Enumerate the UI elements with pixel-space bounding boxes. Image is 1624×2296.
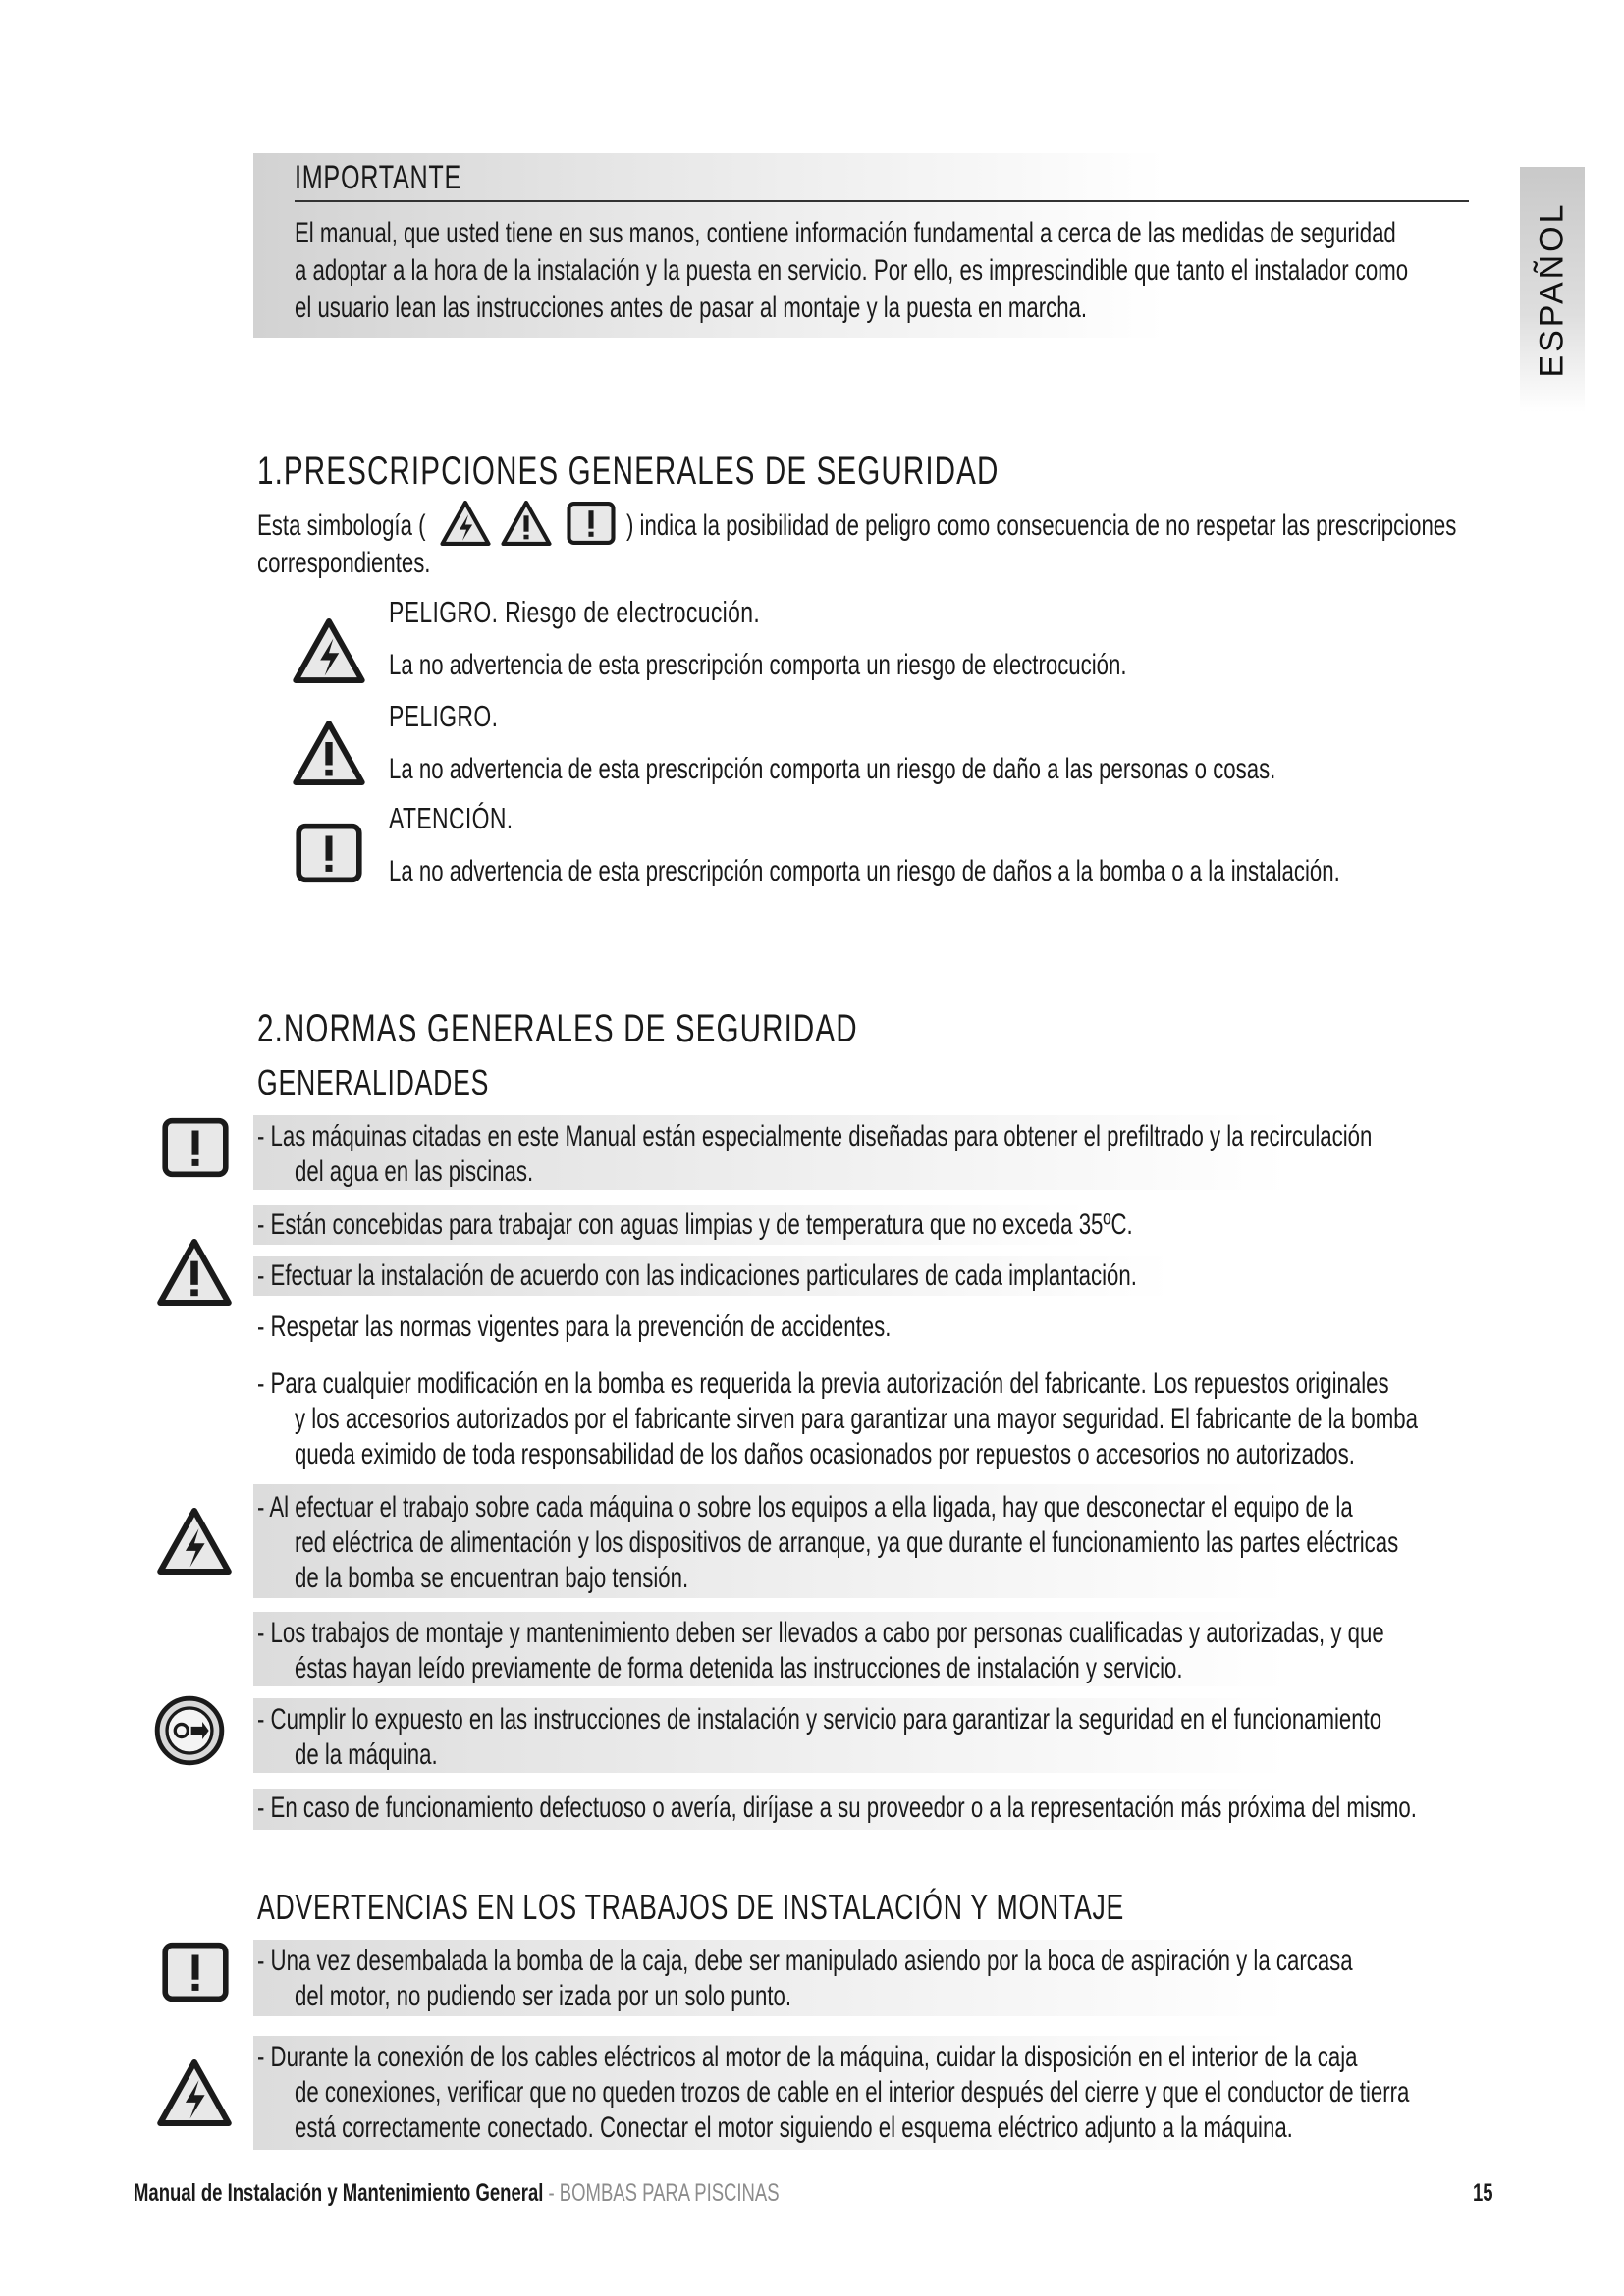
section1-title: 1.PRESCRIPCIONES GENERALES DE SEGURIDAD	[257, 450, 1000, 493]
list-item-line: - En caso de funcionamiento defectuoso o avería, diríjase a su proveedor o a la representación más próxima del mismo.	[257, 1791, 1417, 1824]
electric-hazard-icon	[157, 2059, 232, 2126]
important-text-line: El manual, que usted tiene en sus manos, contiene información fundamental a cerca de las medidas de seguridad	[295, 217, 1396, 249]
section3-title: ADVERTENCIAS EN LOS TRABAJOS DE INSTALACIÓN Y MONTAJE	[257, 1887, 1125, 1927]
language-tab	[1520, 167, 1585, 412]
section1-intro-before: Esta simbología (	[257, 509, 426, 542]
list-item-line: - Una vez desembalada la bomba de la caja, debe ser manipulado asiendo por la boca de aspiración y la carcasa	[257, 1945, 1353, 1977]
danger-icon	[293, 721, 365, 785]
list-item-line: - Las máquinas citadas en este Manual están especialmente diseñadas para obtener el prefiltrado y la recirculación	[257, 1120, 1373, 1152]
list-item-line: - Están concebidas para trabajar con aguas limpias y de temperatura que no exceda 35ºC.	[257, 1208, 1133, 1241]
important-text-line: el usuario lean las instrucciones antes de pasar al montaje y la puesta en marcha.	[295, 292, 1088, 324]
list-item-line: de la bomba se encuentran bajo tensión.	[295, 1562, 689, 1594]
section1-intro-after: ) indica la posibilidad de peligro como consecuencia de no respetar las prescripciones	[626, 509, 1457, 542]
attention-icon	[161, 1115, 230, 1180]
list-item-line: - Respetar las normas vigentes para la prevención de accidentes.	[257, 1310, 892, 1343]
hazard-title: ATENCIÓN.	[389, 801, 514, 835]
attention-icon	[161, 1940, 230, 2004]
list-item-line: - Los trabajos de montaje y mantenimiento deben ser llevados a cabo por personas cualificadas y autorizadas, y que	[257, 1617, 1384, 1649]
page-number: 15	[1473, 2179, 1493, 2207]
list-item-line: de la máquina.	[295, 1738, 438, 1771]
list-item-line: del agua en las piscinas.	[295, 1155, 534, 1188]
electric-hazard-icon	[157, 1508, 232, 1575]
hazard-text: La no advertencia de esta prescripción comporta un riesgo de electrocución.	[389, 649, 1127, 681]
attention-icon	[295, 821, 363, 885]
hazard-title: PELIGRO. Riesgo de electrocución.	[389, 595, 761, 629]
list-item-line: del motor, no pudiendo ser izada por un solo punto.	[295, 1980, 792, 2012]
section2-subtitle: GENERALIDADES	[257, 1062, 490, 1102]
list-item-line: red eléctrica de alimentación y los dispositivos de arranque, ya que durante el funcionamiento las partes eléctricas	[295, 1526, 1399, 1559]
section1-intro-line2: correspondientes.	[257, 547, 431, 579]
important-divider	[295, 200, 1469, 202]
read-manual-icon	[149, 1694, 230, 1767]
list-item-line: queda eximido de toda responsabilidad de los daños ocasionados por repuestos o accesorios no autorizados.	[295, 1438, 1355, 1470]
list-item-line: de conexiones, verificar que no queden trozos de cable en el interior después del cierre y que el conductor de tierra	[295, 2076, 1410, 2109]
attention-icon	[566, 501, 617, 546]
hazard-title: PELIGRO.	[389, 699, 499, 733]
list-item-line: - Al efectuar el trabajo sobre cada máquina o sobre los equipos a ella ligada, hay que desconectar el equipo de la	[257, 1491, 1353, 1523]
list-item-line: - Cumplir lo expuesto en las instrucciones de instalación y servicio para garantizar la seguridad en el funcionamiento	[257, 1703, 1382, 1735]
danger-icon	[501, 501, 552, 546]
footer-product: - BOMBAS PARA PISCINAS	[543, 2179, 780, 2207]
electric-hazard-icon	[440, 501, 491, 546]
list-item-line: - Efectuar la instalación de acuerdo con las indicaciones particulares de cada implantación.	[257, 1259, 1137, 1292]
list-item-line: - Para cualquier modificación en la bomba es requerida la previa autorización del fabricante. Los repuestos originales	[257, 1367, 1389, 1400]
list-item-line: y los accesorios autorizados por el fabricante sirven para garantizar una mayor seguridad. El fabricante de la bomba	[295, 1403, 1418, 1435]
electric-hazard-icon	[293, 618, 365, 683]
list-item-line: está correctamente conectado. Conectar el motor siguiendo el esquema eléctrico adjunto a la máquina.	[295, 2111, 1293, 2144]
section2-title: 2.NORMAS GENERALES DE SEGURIDAD	[257, 1007, 858, 1050]
language-tab-label: ESPAÑOL	[1533, 201, 1571, 378]
list-item-line: - Durante la conexión de los cables eléctricos al motor de la máquina, cuidar la disposición en el interior de la caja	[257, 2041, 1358, 2073]
danger-icon	[157, 1239, 232, 1306]
hazard-text: La no advertencia de esta prescripción comporta un riesgo de daño a las personas o cosas.	[389, 753, 1276, 785]
footer-manual-title: Manual de Instalación y Mantenimiento General - BOMBAS PARA PISCINAS	[134, 2179, 780, 2207]
important-title: IMPORTANTE	[295, 159, 462, 196]
important-text-line: a adoptar a la hora de la instalación y la puesta en servicio. Por ello, es imprescindible que tanto el instalador como	[295, 254, 1409, 287]
list-item-line: éstas hayan leído previamente de forma detenida las instrucciones de instalación y servicio.	[295, 1652, 1183, 1684]
hazard-text: La no advertencia de esta prescripción comporta un riesgo de daños a la bomba o a la instalación.	[389, 855, 1340, 887]
